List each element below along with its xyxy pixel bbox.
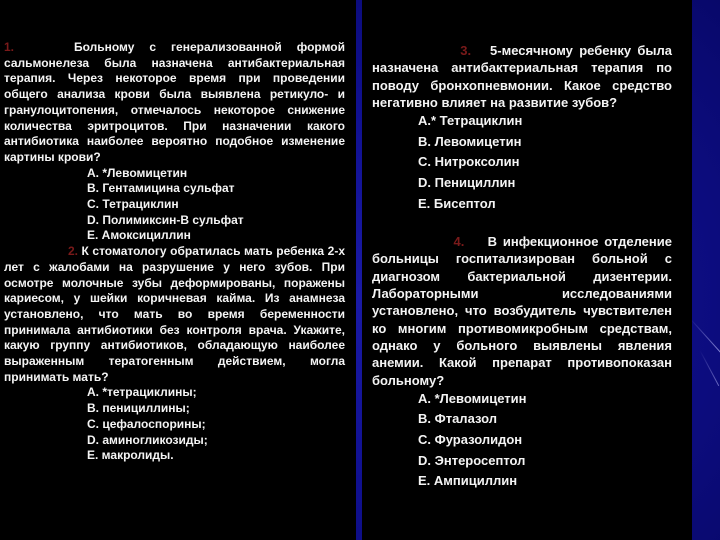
question-number: 4. [453, 234, 465, 250]
answer-option: А. *Левомицетин [87, 165, 188, 180]
question-text: 5-месячному ребенку была назначена антибактериальная терапия по поводу бронхопневмонии. Какое средство негативно влияет на развитие зубов? [372, 43, 672, 110]
question-number: 3. [460, 43, 472, 58]
answer-option: С. Фуразолидон [418, 432, 523, 448]
question-2 [4, 244, 345, 385]
question-4 [372, 233, 672, 389]
answer-option: А. *тетрациклины; [87, 385, 197, 400]
answer-option: E. Амоксициллин [87, 228, 191, 243]
answer-options [4, 166, 345, 245]
answer-option: С. Тетрациклин [87, 197, 179, 212]
question-text: В инфекционное отделение больницы госпитализирован больной с диагнозом бактериальной дизентерии. Лабораторными исследованиями установлено, что возбудитель чувствителен ко многим противомикробным средствам, однако у больного выявлены явления анемии. Какой препарат противопоказан больному? [372, 234, 672, 388]
left-column [4, 40, 345, 464]
answer-option: В. Фталазол [418, 411, 497, 427]
answer-option: E. макролиды. [87, 448, 174, 463]
answer-options [4, 385, 345, 464]
answer-option: В. пенициллины; [87, 401, 190, 416]
decorative-line [690, 318, 720, 363]
answer-option: А. *Левомицетин [418, 390, 527, 406]
answer-option: А.* Тетрациклин [418, 113, 523, 129]
question-number: 1. [4, 40, 15, 54]
right-column [372, 42, 672, 492]
answer-options [372, 111, 672, 214]
answer-option: E. Ампициллин [418, 473, 518, 489]
answer-option: D. аминогликозиды; [87, 432, 208, 447]
question-1 [4, 40, 345, 166]
question-number: 2. [67, 244, 78, 259]
answer-option: E. Бисептол [418, 195, 496, 211]
answer-option: D. Энтеросептол [418, 452, 526, 468]
answer-option: С. Нитроксолин [418, 154, 520, 170]
answer-options [372, 389, 672, 492]
spacer [372, 214, 672, 233]
question-text: К стоматологу обратилась мать ребенка 2-х лет с жалобами на разрушение у него зубов. При осмотре молочные зубы деформированы, поражены кариесом, у шейки коричневая кайма. Из анамнеза установлено, что мать во время беременности принимала антибиотики без контроля врача. Укажите, какую группу антибиотиков, обладающую наиболее выраженным тератогенным действием, могла принимать мать? [4, 244, 345, 384]
decorative-line [700, 350, 720, 386]
answer-option: D. Полимиксин-В сульфат [87, 212, 244, 227]
question-text: Больному с генерализованной формой сальмонелеза была назначена антибактериальная терапия. Через некоторое время при проведении общего анализа крови была выявлена ретикуло- и гранулоцитопения, отмечалось некоторое снижение количества эритроцитов. При назначении какого антибиотика наиболее вероятно подобное изменение картины крови? [4, 40, 345, 164]
answer-option: В. Гентамицина сульфат [87, 181, 235, 196]
answer-option: D. Пенициллин [418, 174, 516, 190]
question-3 [372, 42, 672, 111]
answer-option: В. Левомицетин [418, 133, 522, 149]
answer-option: С. цефалоспорины; [87, 416, 206, 431]
